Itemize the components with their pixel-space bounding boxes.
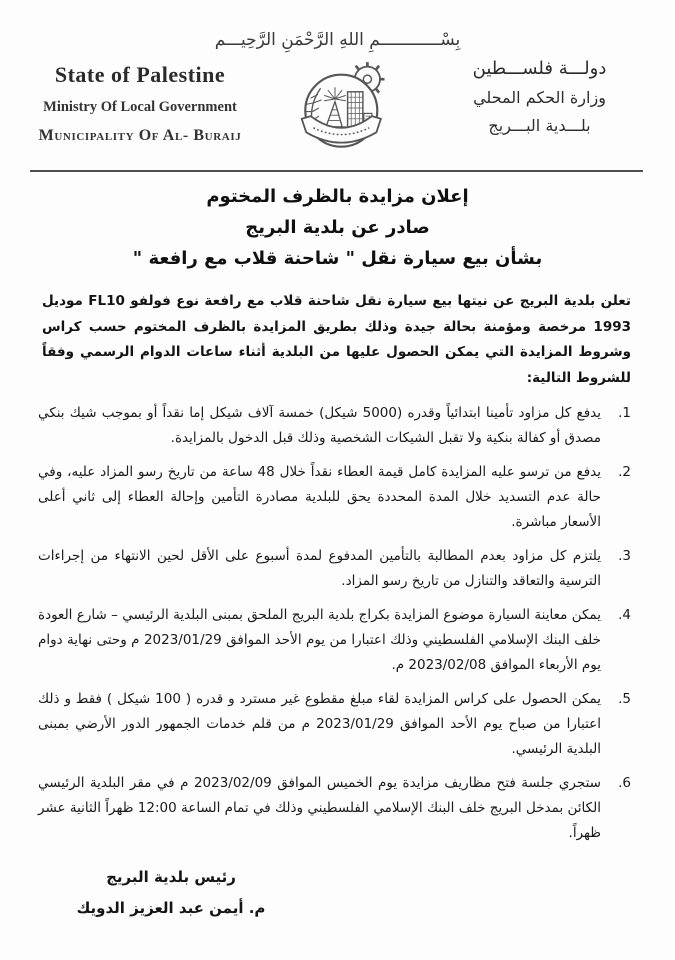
condition-text: ستجري جلسة فتح مظاريف مزايدة يوم الخميس الموافق 2023/02/09 م في مقر البلدية الرئيسي الكائن بمدخل البريج خلف البنك الإسلامي الفلسطيني وذلك في تمام الساعة 12:00 ظهراً الثانية عشر ظهراً.: [38, 775, 601, 841]
condition-text: يدفع كل مزاود تأمينا ابتدائياً وقدره (5000 شيكل) خمسة آلاف شيكل إما نقداً أو بموجب شيك بنكي مصدق أو كفالة بنكية ولا تقبل الشيكات الشخصية وذلك قبل الدخول بالمزايدة.: [38, 405, 601, 447]
condition-item-4: [38, 603, 631, 678]
letterhead-english: [14, 54, 266, 145]
condition-item-3: [38, 544, 631, 594]
intro-paragraph: تعلن بلدية البريج عن نيتها بيع سيارة نقل شاحنة قلاب مع رافعة نوع فولفو FL10 موديل 1993 مرخصة ومؤمنة بحالة جيدة وذلك بطريق المزايدة بالظرف المختوم حسب كراس وشروط المزايدة التي يمكن الحصول عليها من البلدية أثناء ساعات الدوام الرسمي وفقاً للشروط التالية:: [42, 292, 631, 386]
state-name-en: State of Palestine: [54, 62, 226, 87]
announcement-title: [0, 182, 675, 275]
signature-block: [56, 862, 286, 925]
ministry-name-ar: وزارة الحكم المحلي: [473, 88, 606, 107]
condition-number: 1.: [618, 405, 631, 422]
ministry-name-en: Ministry Of Local Government: [43, 99, 237, 115]
letterhead: [0, 50, 675, 162]
condition-item-1: [38, 401, 631, 451]
condition-text: يمكن معاينة السيارة موضوع المزايدة بكراج بلدية البريج الملحق بمبنى البلدية الرئيسي – شارع العودة خلف البنك الإسلامي الفلسطيني وذلك اعتبارا من يوم الأحد الموافق 2023/01/29 م وحتى نهاية دوام يوم الأربعاء الموافق 2023/02/08 م.: [38, 607, 601, 674]
signatory-name: م. أيمن عبد العزيز الدويك: [76, 899, 266, 918]
condition-text: يلتزم كل مزاود بعدم المطالبة بالتأمين المدفوع لمدة أسبوع على الأقل لحين الانتهاء من إجراءات الترسية والتعاقد والتنازل من تاريخ رسو المزاد.: [38, 548, 601, 590]
municipality-name-en: Municipality Of Al- Buraij: [38, 127, 242, 144]
condition-item-5: [38, 687, 631, 762]
condition-text: يمكن الحصول على كراس المزايدة لقاء مبلغ مقطوع غير مسترد و قدره ( 100 شيكل ) فقط و ذلك اعتبارا من صباح يوم الأحد الموافق 2023/01/29 م من قلم خدمات الجمهور الدور الأرضي بمبنى البلدية الرئيسي.: [38, 691, 602, 758]
condition-number: 3.: [618, 548, 631, 565]
condition-item-2: [38, 460, 631, 535]
title-line-3: بشأن بيع سيارة نقل " شاحنة قلاب مع رافعة ": [132, 247, 543, 269]
condition-text: يدفع من ترسو عليه المزايدة كامل قيمة العطاء نقداً خلال 48 ساعة من تاريخ رسو المزاد عليه، وفي حالة عدم التسديد خلال المدة المحددة يحق للبلدية مصادرة التأمين وإحالة العطاء إلى ثاني أعلى الأسعار مباشرة.: [38, 464, 602, 531]
conditions-list: [38, 401, 631, 846]
title-line-2: صادر عن بلدية البريج: [245, 216, 430, 238]
bismillah-calligraphy: بِسْــــــــــــمِ اللهِ الرَّحْمَنِ الرَّحِيـــم: [214, 30, 461, 50]
letterhead-arabic: [422, 54, 657, 135]
header-divider: [30, 170, 643, 172]
municipality-name-ar: بلـــدية البـــريج: [488, 116, 591, 135]
state-name-ar: دولـــة فلســـطين: [472, 58, 607, 79]
condition-number: 6.: [618, 775, 631, 792]
title-line-1: إعلان مزايدة بالظرف المختوم: [206, 186, 469, 207]
municipality-emblem-icon: [284, 54, 404, 162]
condition-item-6: [38, 771, 631, 846]
condition-number: 2.: [618, 464, 631, 481]
condition-number: 4.: [618, 607, 631, 624]
signatory-title: رئيس بلدية البريج: [106, 867, 236, 886]
condition-number: 5.: [618, 691, 631, 708]
